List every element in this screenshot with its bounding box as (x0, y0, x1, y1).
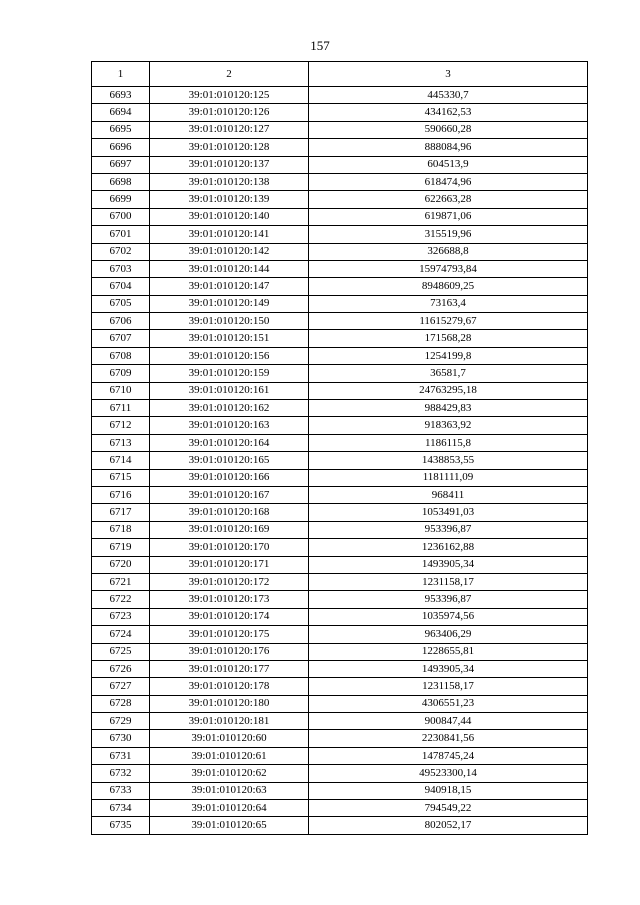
cadastral-number-cell: 39:01:010120:171 (150, 556, 309, 573)
cadastral-number-cell: 39:01:010120:170 (150, 539, 309, 556)
cadastral-number-cell: 39:01:010120:168 (150, 504, 309, 521)
table-row (92, 730, 588, 747)
row-number-cell: 6722 (92, 591, 150, 608)
value-cell: 8948609,25 (309, 278, 588, 295)
table-header (92, 62, 588, 87)
table-row (92, 347, 588, 364)
cadastral-number-cell: 39:01:010120:165 (150, 452, 309, 469)
table-row (92, 800, 588, 817)
table-row (92, 556, 588, 573)
cadastral-number-cell: 39:01:010120:163 (150, 417, 309, 434)
table-row (92, 660, 588, 677)
row-number-cell: 6704 (92, 278, 150, 295)
table-body (92, 87, 588, 835)
cadastral-number-cell: 39:01:010120:62 (150, 765, 309, 782)
table-row (92, 626, 588, 643)
value-cell: 1493905,34 (309, 660, 588, 677)
table-row (92, 608, 588, 625)
value-cell: 604513,9 (309, 156, 588, 173)
cadastral-number-cell: 39:01:010120:177 (150, 660, 309, 677)
value-cell: 988429,83 (309, 400, 588, 417)
value-cell: 963406,29 (309, 626, 588, 643)
row-number-cell: 6734 (92, 800, 150, 817)
cadastral-number-cell: 39:01:010120:138 (150, 173, 309, 190)
cadastral-number-cell: 39:01:010120:147 (150, 278, 309, 295)
table-row (92, 765, 588, 782)
cadastral-number-cell: 39:01:010120:128 (150, 139, 309, 156)
table-row (92, 382, 588, 399)
value-cell: 1186115,8 (309, 434, 588, 451)
row-number-cell: 6717 (92, 504, 150, 521)
page-number: 157 (310, 38, 330, 53)
row-number-cell: 6716 (92, 486, 150, 503)
cadastral-number-cell: 39:01:010120:180 (150, 695, 309, 712)
row-number-cell: 6694 (92, 104, 150, 121)
cadastral-number-cell: 39:01:010120:65 (150, 817, 309, 834)
row-number-cell: 6695 (92, 121, 150, 138)
table-row (92, 330, 588, 347)
row-number-cell: 6702 (92, 243, 150, 260)
value-cell: 953396,87 (309, 521, 588, 538)
cadastral-value-table (91, 61, 588, 835)
cadastral-number-cell: 39:01:010120:167 (150, 486, 309, 503)
row-number-cell: 6729 (92, 713, 150, 730)
value-cell: 918363,92 (309, 417, 588, 434)
cadastral-number-cell: 39:01:010120:162 (150, 400, 309, 417)
row-number-cell: 6709 (92, 365, 150, 382)
table-row (92, 121, 588, 138)
value-cell: 802052,17 (309, 817, 588, 834)
row-number-cell: 6700 (92, 208, 150, 225)
table-row (92, 243, 588, 260)
value-cell: 15974793,84 (309, 260, 588, 277)
table-row (92, 313, 588, 330)
table-row (92, 260, 588, 277)
cadastral-number-cell: 39:01:010120:169 (150, 521, 309, 538)
value-cell: 49523300,14 (309, 765, 588, 782)
row-number-cell: 6719 (92, 539, 150, 556)
row-number-cell: 6730 (92, 730, 150, 747)
row-number-cell: 6711 (92, 400, 150, 417)
value-cell: 315519,96 (309, 226, 588, 243)
value-cell: 1231158,17 (309, 573, 588, 590)
value-cell: 1254199,8 (309, 347, 588, 364)
cadastral-number-cell: 39:01:010120:126 (150, 104, 309, 121)
row-number-cell: 6714 (92, 452, 150, 469)
cadastral-number-cell: 39:01:010120:144 (150, 260, 309, 277)
cadastral-number-cell: 39:01:010120:142 (150, 243, 309, 260)
row-number-cell: 6699 (92, 191, 150, 208)
value-cell: 953396,87 (309, 591, 588, 608)
table-row (92, 139, 588, 156)
table-row (92, 191, 588, 208)
value-cell: 1035974,56 (309, 608, 588, 625)
row-number-cell: 6703 (92, 260, 150, 277)
row-number-cell: 6725 (92, 643, 150, 660)
cadastral-number-cell: 39:01:010120:159 (150, 365, 309, 382)
row-number-cell: 6720 (92, 556, 150, 573)
table-row (92, 400, 588, 417)
row-number-cell: 6705 (92, 295, 150, 312)
table-row (92, 226, 588, 243)
cadastral-number-cell: 39:01:010120:174 (150, 608, 309, 625)
value-cell: 1053491,03 (309, 504, 588, 521)
row-number-cell: 6693 (92, 87, 150, 104)
value-cell: 2230841,56 (309, 730, 588, 747)
cadastral-number-cell: 39:01:010120:150 (150, 313, 309, 330)
value-cell: 1438853,55 (309, 452, 588, 469)
value-cell: 1478745,24 (309, 747, 588, 764)
cadastral-number-cell: 39:01:010120:166 (150, 469, 309, 486)
value-cell: 1231158,17 (309, 678, 588, 695)
row-number-cell: 6735 (92, 817, 150, 834)
value-cell: 11615279,67 (309, 313, 588, 330)
table-row (92, 539, 588, 556)
cadastral-number-cell: 39:01:010120:178 (150, 678, 309, 695)
table-row (92, 695, 588, 712)
row-number-cell: 6724 (92, 626, 150, 643)
row-number-cell: 6728 (92, 695, 150, 712)
cadastral-number-cell: 39:01:010120:172 (150, 573, 309, 590)
row-number-cell: 6710 (92, 382, 150, 399)
cadastral-number-cell: 39:01:010120:63 (150, 782, 309, 799)
row-number-cell: 6697 (92, 156, 150, 173)
value-cell: 622663,28 (309, 191, 588, 208)
table-row (92, 469, 588, 486)
table-row (92, 713, 588, 730)
cadastral-number-cell: 39:01:010120:176 (150, 643, 309, 660)
value-cell: 445330,7 (309, 87, 588, 104)
cadastral-number-cell: 39:01:010120:164 (150, 434, 309, 451)
cadastral-number-cell: 39:01:010120:161 (150, 382, 309, 399)
row-number-cell: 6708 (92, 347, 150, 364)
row-number-cell: 6733 (92, 782, 150, 799)
row-number-cell: 6721 (92, 573, 150, 590)
table-row (92, 573, 588, 590)
row-number-cell: 6701 (92, 226, 150, 243)
cadastral-number-cell: 39:01:010120:173 (150, 591, 309, 608)
cadastral-number-cell: 39:01:010120:156 (150, 347, 309, 364)
value-cell: 24763295,18 (309, 382, 588, 399)
value-cell: 1236162,88 (309, 539, 588, 556)
row-number-cell: 6715 (92, 469, 150, 486)
table-row (92, 208, 588, 225)
column-header-2: 2 (150, 62, 309, 87)
table-row (92, 521, 588, 538)
table-row (92, 104, 588, 121)
value-cell: 888084,96 (309, 139, 588, 156)
column-header-3: 3 (309, 62, 588, 87)
cadastral-number-cell: 39:01:010120:137 (150, 156, 309, 173)
cadastral-number-cell: 39:01:010120:140 (150, 208, 309, 225)
cadastral-number-cell: 39:01:010120:181 (150, 713, 309, 730)
row-number-cell: 6723 (92, 608, 150, 625)
cadastral-number-cell: 39:01:010120:125 (150, 87, 309, 104)
value-cell: 794549,22 (309, 800, 588, 817)
value-cell: 968411 (309, 486, 588, 503)
table-row (92, 591, 588, 608)
row-number-cell: 6727 (92, 678, 150, 695)
row-number-cell: 6707 (92, 330, 150, 347)
row-number-cell: 6731 (92, 747, 150, 764)
row-number-cell: 6712 (92, 417, 150, 434)
value-cell: 1493905,34 (309, 556, 588, 573)
value-cell: 1181111,09 (309, 469, 588, 486)
value-cell: 73163,4 (309, 295, 588, 312)
value-cell: 940918,15 (309, 782, 588, 799)
row-number-cell: 6718 (92, 521, 150, 538)
table-row (92, 643, 588, 660)
table-row (92, 504, 588, 521)
value-cell: 900847,44 (309, 713, 588, 730)
header-row (92, 62, 588, 87)
value-cell: 36581,7 (309, 365, 588, 382)
table-row (92, 278, 588, 295)
cadastral-number-cell: 39:01:010120:60 (150, 730, 309, 747)
cadastral-number-cell: 39:01:010120:175 (150, 626, 309, 643)
value-cell: 4306551,23 (309, 695, 588, 712)
value-cell: 618474,96 (309, 173, 588, 190)
value-cell: 619871,06 (309, 208, 588, 225)
table-row (92, 417, 588, 434)
value-cell: 171568,28 (309, 330, 588, 347)
table-row (92, 452, 588, 469)
row-number-cell: 6706 (92, 313, 150, 330)
row-number-cell: 6698 (92, 173, 150, 190)
table-row (92, 173, 588, 190)
cadastral-number-cell: 39:01:010120:64 (150, 800, 309, 817)
table-row (92, 782, 588, 799)
cadastral-number-cell: 39:01:010120:139 (150, 191, 309, 208)
table-row (92, 678, 588, 695)
row-number-cell: 6696 (92, 139, 150, 156)
column-header-1: 1 (92, 62, 150, 87)
cadastral-number-cell: 39:01:010120:127 (150, 121, 309, 138)
row-number-cell: 6726 (92, 660, 150, 677)
row-number-cell: 6713 (92, 434, 150, 451)
row-number-cell: 6732 (92, 765, 150, 782)
cadastral-number-cell: 39:01:010120:141 (150, 226, 309, 243)
table-row (92, 747, 588, 764)
value-cell: 1228655,81 (309, 643, 588, 660)
cadastral-number-cell: 39:01:010120:149 (150, 295, 309, 312)
cadastral-number-cell: 39:01:010120:61 (150, 747, 309, 764)
table-row (92, 87, 588, 104)
table-row (92, 295, 588, 312)
table-row (92, 156, 588, 173)
value-cell: 434162,53 (309, 104, 588, 121)
value-cell: 590660,28 (309, 121, 588, 138)
value-cell: 326688,8 (309, 243, 588, 260)
table-row (92, 365, 588, 382)
table-row (92, 817, 588, 834)
cadastral-number-cell: 39:01:010120:151 (150, 330, 309, 347)
table-row (92, 434, 588, 451)
table-row (92, 486, 588, 503)
